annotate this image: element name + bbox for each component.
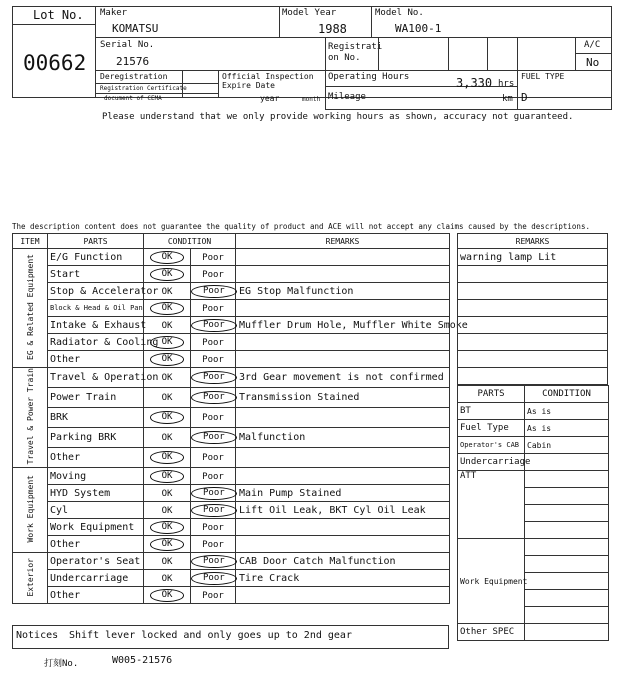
remark-cell bbox=[236, 351, 450, 368]
dereg-label: Deregistration bbox=[100, 72, 168, 81]
month-label: month bbox=[302, 96, 321, 103]
side-remark-line bbox=[458, 300, 608, 317]
work-equipment-value bbox=[525, 590, 609, 607]
spec-part: Fuel Type bbox=[458, 420, 525, 437]
remark-cell: Lift Oil Leak, BKT Cyl Oil Leak bbox=[236, 502, 450, 519]
lot-divider bbox=[13, 24, 95, 25]
header-remarks: REMARKS bbox=[236, 234, 450, 249]
condition-row bbox=[13, 266, 450, 283]
poor-cell bbox=[191, 388, 236, 408]
condition-row bbox=[13, 249, 450, 266]
side-remark-row bbox=[458, 334, 608, 351]
condition-row bbox=[13, 485, 450, 502]
poor-option: Poor bbox=[202, 453, 224, 464]
part-name: Start bbox=[48, 266, 144, 283]
ok-option: OK bbox=[161, 320, 173, 331]
hrs-unit: hrs bbox=[498, 79, 515, 89]
hours-note: Please understand that we only provide working hours as shown, accuracy not guaranteed. bbox=[102, 112, 574, 122]
spec-row bbox=[458, 454, 609, 471]
spec-table-body bbox=[458, 386, 609, 641]
part-name: Intake & Exhaust bbox=[48, 317, 144, 334]
part-name: E/G Function bbox=[48, 249, 144, 266]
vline-reg4 bbox=[517, 37, 518, 70]
ok-cell bbox=[144, 570, 191, 587]
maker-label: Maker bbox=[100, 8, 128, 18]
spec-header-row bbox=[458, 386, 609, 403]
ok-option: OK bbox=[150, 521, 185, 534]
poor-cell bbox=[191, 536, 236, 553]
remark-cell: Muffler Drum Hole, Muffler White Smoke bbox=[236, 317, 450, 334]
spec-part: BT bbox=[458, 403, 525, 420]
ok-cell bbox=[144, 317, 191, 334]
poor-cell bbox=[191, 351, 236, 368]
remark-cell bbox=[236, 536, 450, 553]
part-name: Operator's Seat bbox=[48, 553, 144, 570]
ok-option: OK bbox=[150, 336, 185, 349]
part-name: Parking BRK bbox=[48, 428, 144, 448]
item-group-cell bbox=[13, 468, 48, 553]
side-remark-row bbox=[458, 300, 608, 317]
poor-cell bbox=[191, 368, 236, 388]
part-name: Block & Head & Oil Pan bbox=[48, 300, 144, 317]
part-name: Cyl bbox=[48, 502, 144, 519]
poor-option: Poor bbox=[191, 555, 237, 568]
ok-option: OK bbox=[161, 573, 173, 584]
att-value bbox=[525, 505, 609, 522]
ac-divider bbox=[575, 53, 612, 54]
condition-row bbox=[13, 351, 450, 368]
side-remark-line bbox=[458, 266, 608, 283]
poor-option: Poor bbox=[191, 285, 237, 298]
spec-condition: Cabin bbox=[525, 437, 609, 454]
vline-reg2 bbox=[448, 37, 449, 70]
other-spec-label: Other SPEC bbox=[458, 624, 525, 641]
side-remark-row bbox=[458, 351, 608, 368]
work-equipment-label: Work Equipment bbox=[458, 539, 525, 624]
ok-cell bbox=[144, 468, 191, 485]
spec-row bbox=[458, 403, 609, 420]
poor-option: Poor bbox=[202, 252, 224, 263]
poor-option: Poor bbox=[202, 471, 224, 482]
ok-option: OK bbox=[161, 393, 173, 404]
condition-row bbox=[13, 570, 450, 587]
poor-cell bbox=[191, 300, 236, 317]
ok-cell bbox=[144, 300, 191, 317]
spec-part: Undercarriage bbox=[458, 454, 525, 471]
part-name: Undercarriage bbox=[48, 570, 144, 587]
hours-label: Operating Hours bbox=[328, 72, 410, 82]
poor-cell bbox=[191, 249, 236, 266]
condition-row bbox=[13, 502, 450, 519]
poor-option: Poor bbox=[191, 431, 237, 444]
spec-part: Operator's CAB bbox=[458, 437, 525, 454]
ac-label: A/C bbox=[584, 40, 601, 50]
ok-option: OK bbox=[161, 286, 173, 297]
condition-row bbox=[13, 368, 450, 388]
remark-cell bbox=[236, 266, 450, 283]
header-item: ITEM bbox=[13, 234, 48, 249]
condition-row bbox=[13, 408, 450, 428]
header-condition: CONDITION bbox=[144, 234, 236, 249]
poor-cell bbox=[191, 408, 236, 428]
model-year-value: 1988 bbox=[318, 22, 347, 36]
spec-att-row bbox=[458, 471, 609, 488]
work-equipment-value bbox=[525, 539, 609, 556]
lot-box bbox=[12, 6, 96, 98]
remark-cell bbox=[236, 468, 450, 485]
ok-option: OK bbox=[161, 373, 173, 384]
stamp-value: W005-21576 bbox=[112, 655, 173, 666]
item-group-label: Travel & Power Train bbox=[25, 368, 35, 465]
header-row1-divider bbox=[96, 37, 612, 38]
remark-cell: EG Stop Malfunction bbox=[236, 283, 450, 300]
remark-cell: Tire Crack bbox=[236, 570, 450, 587]
fuel-label: FUEL TYPE bbox=[521, 72, 565, 81]
cema-label: document of CEMA bbox=[104, 95, 162, 102]
part-name: Other bbox=[48, 536, 144, 553]
ok-option: OK bbox=[161, 488, 173, 499]
att-value bbox=[525, 488, 609, 505]
remark-cell: Transmission Stained bbox=[236, 388, 450, 408]
side-remark-line bbox=[458, 351, 608, 368]
work-equipment-value bbox=[525, 573, 609, 590]
remark-cell bbox=[236, 448, 450, 468]
header-parts: PARTS bbox=[48, 234, 144, 249]
poor-cell bbox=[191, 553, 236, 570]
side-remark-row bbox=[458, 266, 608, 283]
spec-work-row bbox=[458, 539, 609, 556]
item-group-label: Exterior bbox=[25, 557, 35, 597]
side-remarks-body bbox=[458, 249, 608, 385]
att-value bbox=[525, 522, 609, 539]
poor-cell bbox=[191, 334, 236, 351]
ok-option: OK bbox=[150, 470, 185, 483]
poor-cell bbox=[191, 502, 236, 519]
hours-value: 3,330 bbox=[456, 76, 493, 90]
condition-row bbox=[13, 283, 450, 300]
model-no-value: WA100-1 bbox=[395, 22, 442, 35]
condition-row bbox=[13, 536, 450, 553]
poor-option: Poor bbox=[191, 504, 237, 517]
notices-label: Notices bbox=[16, 630, 59, 641]
poor-option: Poor bbox=[202, 337, 224, 348]
ok-cell bbox=[144, 351, 191, 368]
spec-condition: As is bbox=[525, 420, 609, 437]
poor-cell bbox=[191, 570, 236, 587]
ok-option: OK bbox=[150, 302, 185, 315]
poor-option: Poor bbox=[202, 303, 224, 314]
ac-value: No bbox=[586, 56, 600, 69]
poor-cell bbox=[191, 317, 236, 334]
poor-cell bbox=[191, 283, 236, 300]
poor-cell bbox=[191, 485, 236, 502]
poor-option: Poor bbox=[202, 413, 224, 424]
spec-other-row bbox=[458, 624, 609, 641]
part-name: Radiator & Cooling bbox=[48, 334, 144, 351]
poor-cell bbox=[191, 468, 236, 485]
side-remark-row bbox=[458, 317, 608, 334]
official-inspection-label: Official Inspection Expire Date bbox=[222, 72, 314, 90]
vline-serial bbox=[325, 37, 326, 70]
spec-condition-header: CONDITION bbox=[525, 386, 609, 403]
part-name: Travel & Operation bbox=[48, 368, 144, 388]
vline-dereg-b bbox=[218, 70, 219, 98]
remark-cell bbox=[236, 249, 450, 266]
condition-row bbox=[13, 317, 450, 334]
vline-reg1 bbox=[378, 37, 379, 70]
side-remark-line: warning lamp Lit bbox=[458, 249, 608, 266]
condition-row bbox=[13, 519, 450, 536]
ok-option: OK bbox=[150, 589, 185, 602]
side-remark-line bbox=[458, 283, 608, 300]
part-name: Other bbox=[48, 351, 144, 368]
vline-maker bbox=[279, 6, 280, 37]
reg-cert-label: Registration Certificate bbox=[100, 85, 187, 92]
poor-option: Poor bbox=[202, 522, 224, 533]
poor-cell bbox=[191, 428, 236, 448]
stamp-label: 打刻No. bbox=[44, 659, 79, 669]
part-name: Work Equipment bbox=[48, 519, 144, 536]
spec-parts-header: PARTS bbox=[458, 386, 525, 403]
vline-fuel bbox=[517, 70, 518, 110]
poor-option: Poor bbox=[191, 391, 237, 404]
item-group-cell bbox=[13, 249, 48, 368]
year-label: year bbox=[260, 94, 280, 103]
condition-row bbox=[13, 388, 450, 408]
ok-cell bbox=[144, 587, 191, 604]
model-no-label: Model No. bbox=[375, 8, 424, 18]
side-remark-line bbox=[458, 317, 608, 334]
poor-cell bbox=[191, 448, 236, 468]
part-name: HYD System bbox=[48, 485, 144, 502]
part-name: BRK bbox=[48, 408, 144, 428]
spec-condition bbox=[525, 454, 609, 471]
notices-box bbox=[12, 625, 449, 649]
lot-label: Lot No. bbox=[33, 8, 84, 22]
lot-number: 00662 bbox=[23, 51, 87, 75]
remark-cell: Malfunction bbox=[236, 428, 450, 448]
ok-option: OK bbox=[161, 433, 173, 444]
remark-cell: 3rd Gear movement is not confirmed bbox=[236, 368, 450, 388]
item-group-cell bbox=[13, 368, 48, 468]
spec-row bbox=[458, 420, 609, 437]
condition-row bbox=[13, 587, 450, 604]
item-group-label: Work Equipment bbox=[25, 475, 35, 543]
remark-cell: CAB Door Catch Malfunction bbox=[236, 553, 450, 570]
spec-condition: As is bbox=[525, 403, 609, 420]
ok-cell bbox=[144, 388, 191, 408]
maker-value: KOMATSU bbox=[112, 22, 159, 35]
side-remarks-table bbox=[457, 233, 608, 385]
ok-cell bbox=[144, 519, 191, 536]
poor-option: Poor bbox=[191, 572, 237, 585]
serial-value: 21576 bbox=[116, 55, 150, 68]
serial-label: Serial No. bbox=[100, 40, 155, 50]
condition-row bbox=[13, 428, 450, 448]
side-remark-row bbox=[458, 368, 608, 385]
side-remark-row bbox=[458, 283, 608, 300]
poor-option: Poor bbox=[191, 371, 237, 384]
vline-modelyear bbox=[371, 6, 372, 37]
ok-cell bbox=[144, 334, 191, 351]
condition-row bbox=[13, 334, 450, 351]
fuel-value: D bbox=[521, 91, 528, 104]
part-name: Moving bbox=[48, 468, 144, 485]
att-value bbox=[525, 471, 609, 488]
poor-option: Poor bbox=[202, 539, 224, 550]
ok-option: OK bbox=[161, 556, 173, 567]
work-equipment-value bbox=[525, 556, 609, 573]
ok-option: OK bbox=[150, 268, 185, 281]
part-name: Other bbox=[48, 448, 144, 468]
ok-cell bbox=[144, 266, 191, 283]
item-group-label: EG & Related Equipment bbox=[25, 253, 35, 360]
dereg-divider1 bbox=[96, 83, 218, 84]
part-name: Stop & Accelerator bbox=[48, 283, 144, 300]
header-row2-divider bbox=[96, 70, 612, 71]
remark-cell bbox=[236, 334, 450, 351]
ok-option: OK bbox=[150, 451, 185, 464]
ok-cell bbox=[144, 536, 191, 553]
poor-option: Poor bbox=[202, 590, 224, 601]
part-name: Power Train bbox=[48, 388, 144, 408]
att-label: ATT bbox=[458, 471, 525, 539]
ok-cell bbox=[144, 553, 191, 570]
remark-cell bbox=[236, 300, 450, 317]
work-equipment-value bbox=[525, 607, 609, 624]
ok-cell bbox=[144, 249, 191, 266]
ok-cell bbox=[144, 408, 191, 428]
poor-cell bbox=[191, 587, 236, 604]
ok-option: OK bbox=[150, 538, 185, 551]
registration-label: Registrati on No. bbox=[328, 42, 383, 63]
side-remark-row bbox=[458, 249, 608, 266]
notices-text: Shift lever locked and only goes up to 2nd gear bbox=[69, 630, 352, 641]
vline-reg3 bbox=[487, 37, 488, 70]
km-unit: km bbox=[502, 94, 513, 104]
remark-cell bbox=[236, 519, 450, 536]
poor-option: Poor bbox=[202, 269, 224, 280]
item-group-cell bbox=[13, 553, 48, 604]
part-name: Other bbox=[48, 587, 144, 604]
poor-option: Poor bbox=[202, 354, 224, 365]
model-year-label: Model Year bbox=[282, 8, 337, 18]
ok-option: OK bbox=[150, 353, 185, 366]
poor-option: Poor bbox=[191, 319, 237, 332]
ok-option: OK bbox=[150, 411, 185, 424]
vline-dereg-a bbox=[182, 70, 183, 98]
remark-cell: Main Pump Stained bbox=[236, 485, 450, 502]
side-remark-line bbox=[458, 368, 608, 385]
side-remarks-header: REMARKS bbox=[458, 234, 608, 249]
disclaimer: The description content does not guarantee the quality of product and ACE will not accept any claims caused by the descriptions. bbox=[12, 222, 590, 231]
ok-cell bbox=[144, 428, 191, 448]
remark-cell bbox=[236, 408, 450, 428]
spec-table bbox=[457, 385, 609, 641]
condition-row bbox=[13, 553, 450, 570]
mileage-label: Mileage bbox=[328, 92, 366, 102]
ok-option: OK bbox=[150, 251, 185, 264]
condition-row bbox=[13, 300, 450, 317]
poor-option: Poor bbox=[191, 487, 237, 500]
other-spec-value bbox=[525, 624, 609, 641]
dereg-divider2 bbox=[96, 93, 218, 94]
spec-row bbox=[458, 437, 609, 454]
ok-cell bbox=[144, 502, 191, 519]
poor-cell bbox=[191, 266, 236, 283]
ok-option: OK bbox=[161, 505, 173, 516]
condition-row bbox=[13, 448, 450, 468]
remark-cell bbox=[236, 587, 450, 604]
poor-cell bbox=[191, 519, 236, 536]
condition-row bbox=[13, 468, 450, 485]
ok-cell bbox=[144, 485, 191, 502]
side-remark-line bbox=[458, 334, 608, 351]
ok-cell bbox=[144, 448, 191, 468]
